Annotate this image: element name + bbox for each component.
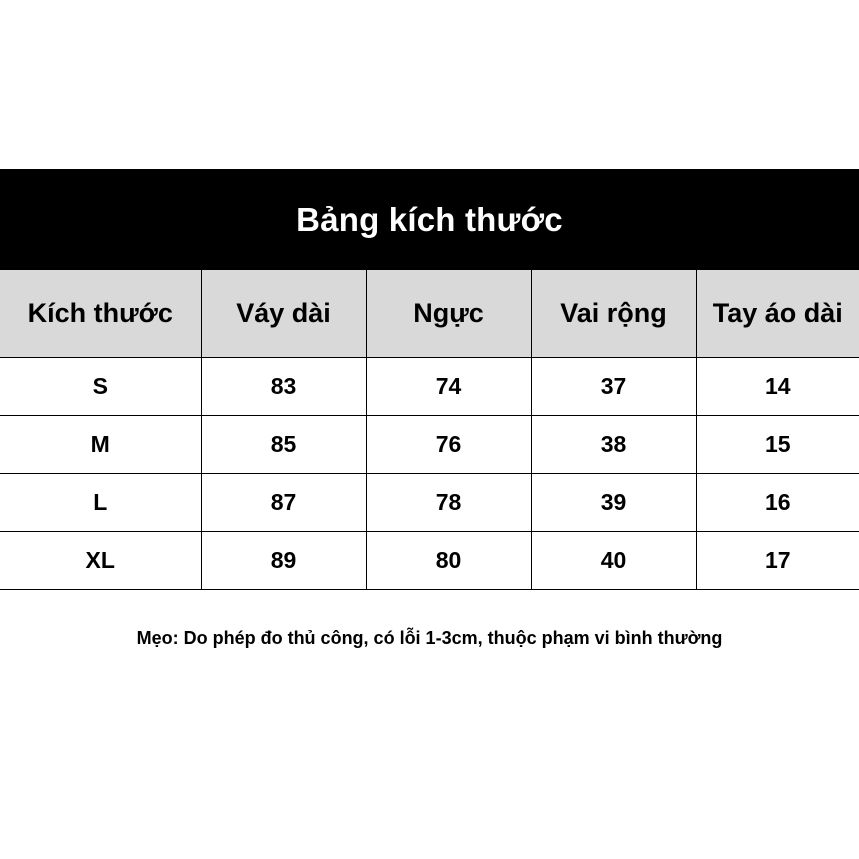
title-bar [0,169,859,270]
cell-sleeve-length: 17 [696,532,859,590]
cell-dress-length: 87 [201,474,366,532]
cell-sleeve-length: 14 [696,358,859,416]
cell-bust: 78 [366,474,531,532]
cell-shoulder-width: 38 [531,416,696,474]
table-row [0,474,859,532]
cell-sleeve-length: 16 [696,474,859,532]
cell-shoulder-width: 39 [531,474,696,532]
measurement-note: Mẹo: Do phép đo thủ công, có lỗi 1-3cm, thuộc phạm vi bình thường [136,628,723,648]
column-header-dress-length: Váy dài [201,270,366,358]
cell-shoulder-width: 37 [531,358,696,416]
column-header-shoulder-width: Vai rộng [531,270,696,358]
cell-dress-length: 85 [201,416,366,474]
table-row [0,358,859,416]
page-title: Bảng kích thước [296,200,563,238]
cell-dress-length: 83 [201,358,366,416]
table-row [0,416,859,474]
column-header-size: Kích thước [0,270,201,358]
cell-dress-length: 89 [201,532,366,590]
cell-size: M [0,416,201,474]
table-row [0,532,859,590]
cell-sleeve-length: 15 [696,416,859,474]
cell-bust: 76 [366,416,531,474]
cell-size: XL [0,532,201,590]
cell-size: S [0,358,201,416]
cell-size: L [0,474,201,532]
table-header-row [0,270,859,358]
column-header-bust: Ngực [366,270,531,358]
column-header-sleeve-length: Tay áo dài [696,270,859,358]
cell-bust: 74 [366,358,531,416]
cell-bust: 80 [366,532,531,590]
size-table [0,270,859,590]
cell-shoulder-width: 40 [531,532,696,590]
